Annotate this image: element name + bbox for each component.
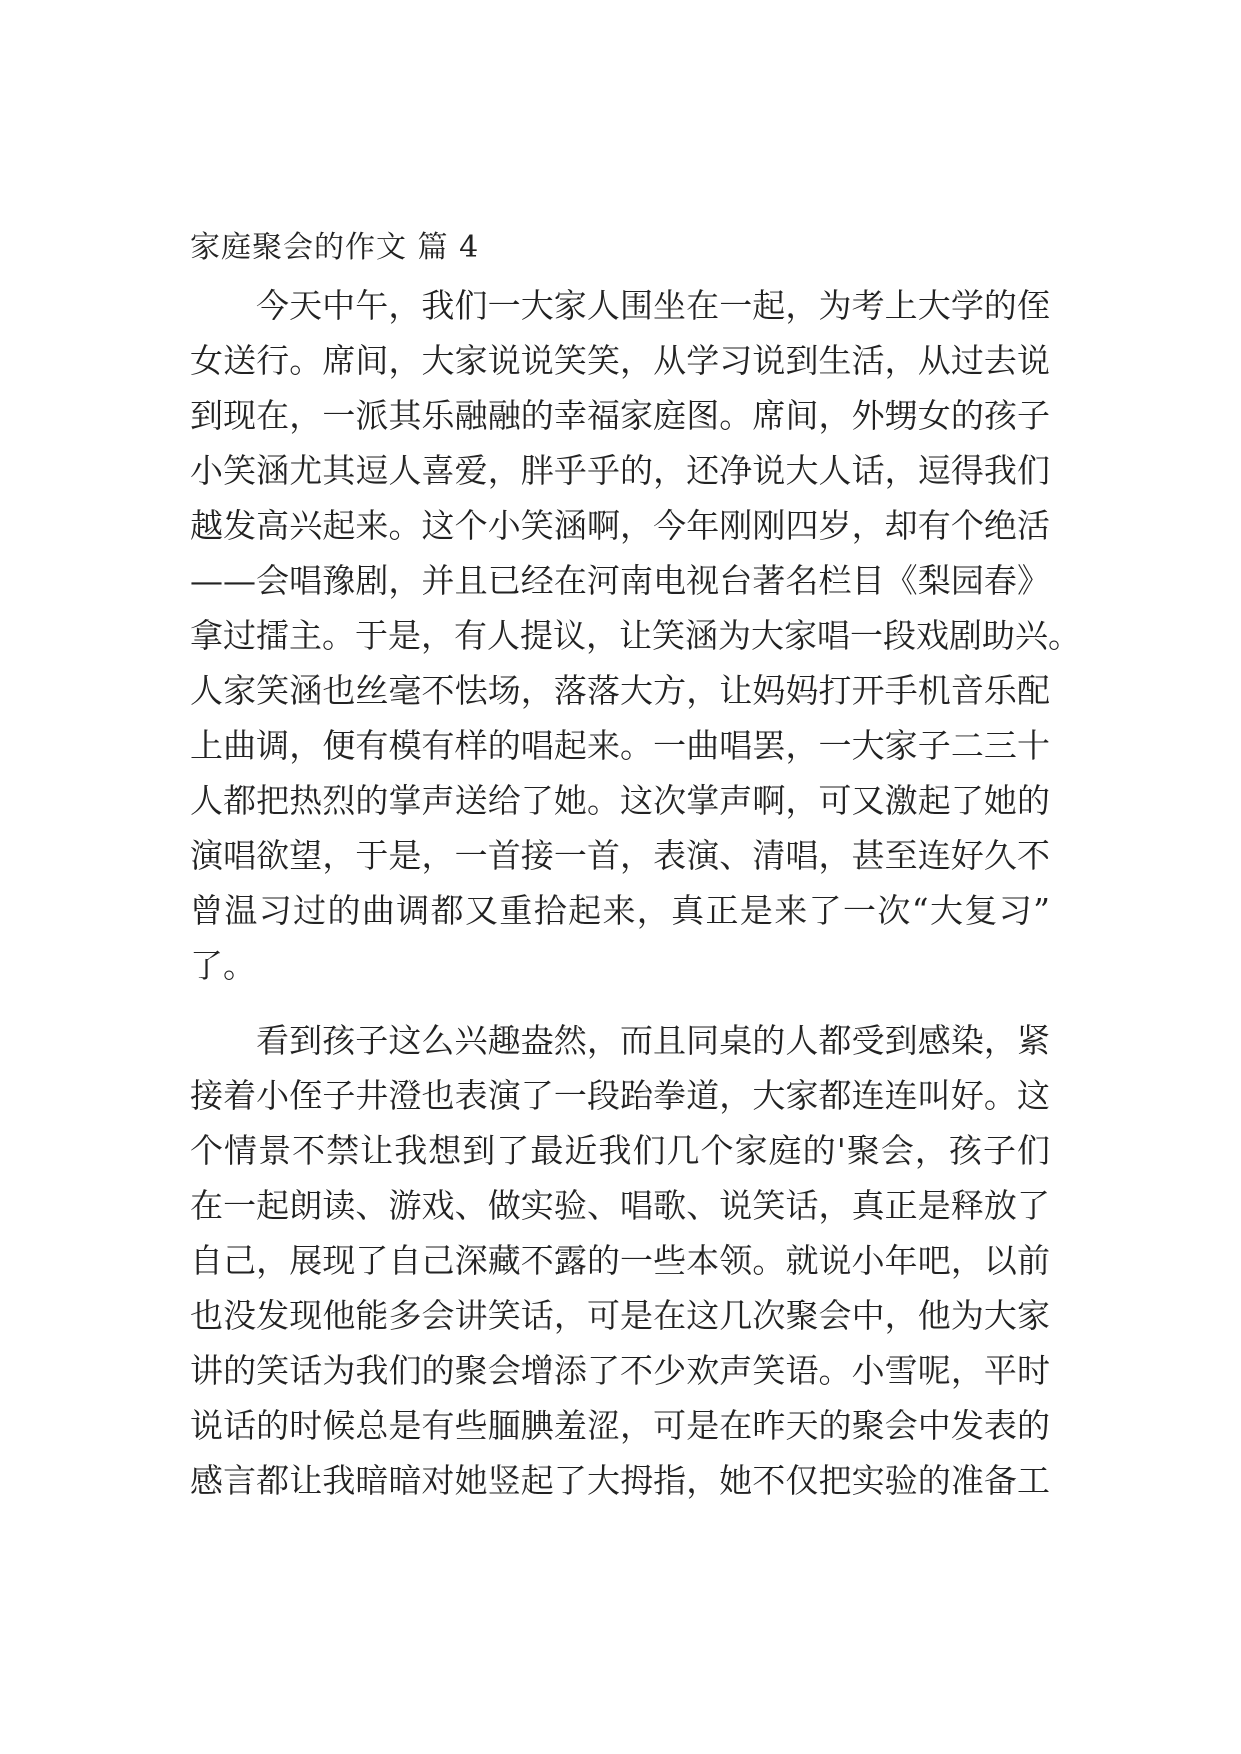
- paragraph-1-line-12: 曾温习过的曲调都又重拾起来，真正是来了一次“大复习”: [190, 891, 1050, 930]
- paragraph-1-line-6: ——会唱豫剧，并且已经在河南电视台著名栏目《梨园春》: [190, 561, 1050, 600]
- paragraph-2-line-1: 看到孩子这么兴趣盎然，而且同桌的人都受到感染，紧: [256, 1021, 1050, 1060]
- paragraph-1-line-11: 演唱欲望，于是，一首接一首，表演、清唱，甚至连好久不: [190, 836, 1050, 875]
- paragraph-2-line-8: 说话的时候总是有些腼腆羞涩，可是在昨天的聚会中发表的: [190, 1406, 1050, 1445]
- paragraph-1-line-8: 人家笑涵也丝毫不怯场，落落大方，让妈妈打开手机音乐配: [190, 671, 1050, 710]
- paragraph-2-line-2: 接着小侄子井澄也表演了一段跆拳道，大家都连连叫好。这: [190, 1076, 1050, 1115]
- document-title: 家庭聚会的作文 篇 4: [190, 230, 480, 265]
- paragraph-1-line-13: 了。: [190, 946, 256, 985]
- paragraph-1-line-4: 小笑涵尤其逗人喜爱，胖乎乎的，还净说大人话，逗得我们: [190, 451, 1050, 490]
- paragraph-2-line-9: 感言都让我暗暗对她竖起了大拇指，她不仅把实验的准备工: [190, 1461, 1050, 1500]
- paragraph-1-line-5: 越发高兴起来。这个小笑涵啊，今年刚刚四岁，却有个绝活: [190, 506, 1050, 545]
- paragraph-1-line-10: 人都把热烈的掌声送给了她。这次掌声啊，可又激起了她的: [190, 781, 1050, 820]
- paragraph-1-line-9: 上曲调，便有模有样的唱起来。一曲唱罢，一大家子二三十: [190, 726, 1050, 765]
- paragraph-1-line-7: 拿过擂主。于是，有人提议，让笑涵为大家唱一段戏剧助兴。: [190, 616, 1081, 655]
- paragraph-2-line-4: 在一起朗读、游戏、做实验、唱歌、说笑话，真正是释放了: [190, 1186, 1050, 1225]
- paragraph-1-line-2: 女送行。席间，大家说说笑笑，从学习说到生活，从过去说: [190, 341, 1050, 380]
- paragraph-2-line-7: 讲的笑话为我们的聚会增添了不少欢声笑语。小雪呢，平时: [190, 1351, 1050, 1390]
- paragraph-2-line-5: 自己，展现了自己深藏不露的一些本领。就说小年吧，以前: [190, 1241, 1050, 1280]
- paragraph-1-line-3: 到现在，一派其乐融融的幸福家庭图。席间，外甥女的孩子: [190, 396, 1050, 435]
- paragraph-2-line-6: 也没发现他能多会讲笑话，可是在这几次聚会中，他为大家: [190, 1296, 1050, 1335]
- paragraph-2-line-3: 个情景不禁让我想到了最近我们几个家庭的'聚会，孩子们: [190, 1131, 1050, 1170]
- paragraph-1-line-1: 今天中午，我们一大家人围坐在一起，为考上大学的侄: [256, 286, 1050, 325]
